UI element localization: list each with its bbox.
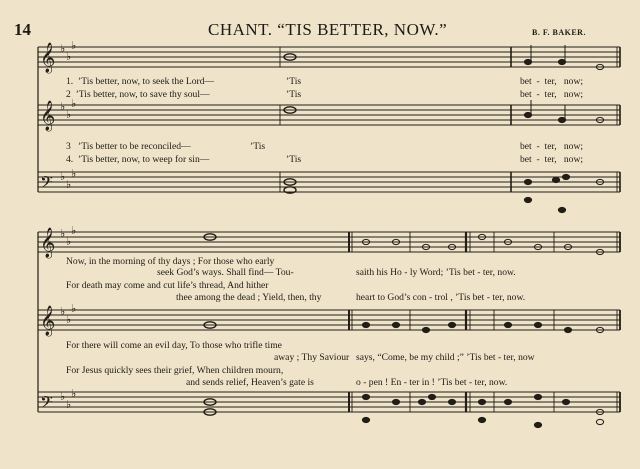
composer-credit: B. F. BAKER.	[532, 28, 586, 37]
verse-number: 2	[66, 89, 71, 100]
s2-line3b: away ; Thy Saviour	[274, 352, 350, 363]
svg-text:𝄞: 𝄞	[40, 228, 56, 258]
svg-text:♭: ♭	[60, 305, 66, 318]
svg-text:♭: ♭	[60, 100, 66, 113]
svg-text:♭: ♭	[60, 390, 66, 403]
svg-text:♭: ♭	[66, 235, 72, 248]
verse-1-tis: ’Tis	[286, 76, 302, 87]
s2-line1c: saith his Ho - ly Word; ’Tis bet - ter, now.	[356, 267, 516, 278]
hymn-title: CHANT. “TIS BETTER, NOW.”	[208, 20, 448, 39]
svg-text:♭: ♭	[71, 97, 77, 110]
verse-1-line	[66, 76, 214, 87]
verse-2-line	[66, 89, 210, 100]
s2-line4a: For Jesus quickly sees their grief, When children mourn,	[66, 365, 284, 376]
svg-text:♭: ♭	[60, 170, 66, 183]
svg-text:𝄞: 𝄞	[40, 306, 56, 336]
verse-3-end: bet - ter, now;	[520, 141, 584, 152]
verse-2-end: bet - ter, now;	[520, 89, 584, 100]
page-number: 14	[14, 20, 31, 39]
verse-1-end: bet - ter, now;	[520, 76, 584, 87]
s2-line4b: and sends relief, Heaven’s gate is	[186, 377, 314, 388]
verse-text: ’Tis better, now, to weep for sin—	[78, 154, 210, 165]
s2-line3c: says, “Come, be my child ;” ’Tis bet - ter, now	[356, 352, 535, 363]
verse-3-tis: ’Tis	[250, 141, 266, 152]
system-1-staff-treble	[38, 47, 620, 67]
system-2-staff-alto	[38, 310, 620, 330]
svg-text:♭: ♭	[71, 39, 77, 52]
svg-text:♭: ♭	[66, 398, 72, 411]
s2-line4c: o - pen ! En - ter in ! ’Tis bet - ter, now.	[356, 377, 508, 388]
svg-text:𝄢: 𝄢	[40, 392, 53, 416]
verse-3-line	[66, 141, 191, 152]
svg-text:♭: ♭	[71, 224, 77, 237]
svg-text:♭: ♭	[66, 313, 72, 326]
s2-line1a: Now, in the morning of thy days ; For those who early	[66, 256, 275, 267]
verse-text: ’Tis better, now, to seek the Lord—	[78, 76, 215, 87]
s2-line3a: For there will come an evil day, To those who trifle time	[66, 340, 282, 351]
verse-4-end: bet - ter, now;	[520, 154, 584, 165]
verse-4-tis: ’Tis	[286, 154, 302, 165]
system-1-staff-alto	[38, 105, 620, 125]
verse-4-line	[66, 154, 209, 165]
system-2-staff-treble	[38, 232, 620, 252]
system-2-staff-bass	[38, 392, 620, 412]
verse-2-tis: ’Tis	[286, 89, 302, 100]
s2-line2b: thee among the dead ; Yield, then, thy	[176, 292, 322, 303]
verse-number: 1.	[66, 76, 74, 87]
s2-line2c: heart to God’s con - trol , ’Tis bet - ter, now.	[356, 292, 526, 303]
verse-text: ’Tis better to be reconciled—	[78, 141, 191, 152]
svg-text:𝄢: 𝄢	[40, 172, 53, 196]
svg-text:𝄞: 𝄞	[40, 43, 56, 73]
svg-text:♭: ♭	[66, 108, 72, 121]
verse-number: 3	[66, 141, 71, 152]
svg-text:♭: ♭	[60, 227, 66, 240]
svg-text:♭: ♭	[66, 178, 72, 191]
svg-text:♭: ♭	[71, 167, 77, 180]
s2-line1b: seek God’s ways. Shall find— Tou-	[157, 267, 294, 278]
svg-text:𝄞: 𝄞	[40, 101, 56, 131]
svg-text:♭: ♭	[66, 50, 72, 63]
system-1-staff-bass	[38, 172, 620, 192]
svg-text:♭: ♭	[71, 387, 77, 400]
verse-text: ’Tis better, now, to save thy soul—	[75, 89, 210, 100]
s2-line2a: For death may come and cut life’s thread, And hither	[66, 280, 269, 291]
svg-text:♭: ♭	[60, 42, 66, 55]
svg-text:♭: ♭	[71, 302, 77, 315]
verse-number: 4.	[66, 154, 74, 165]
